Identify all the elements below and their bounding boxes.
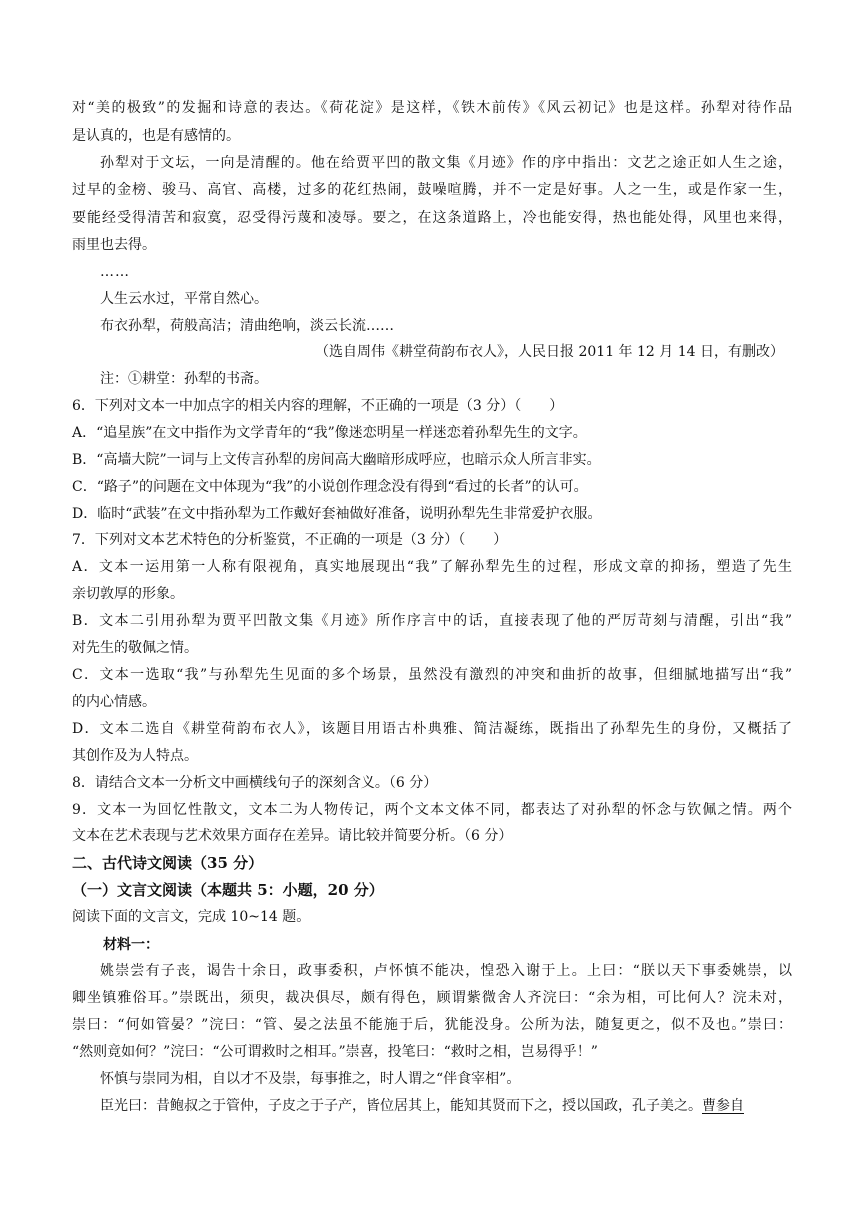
question-8: 8．请结合文本一分析文中画横线句子的深刻含义。（6 分）	[72, 775, 438, 791]
subsection-heading: （一）文言文阅读（本题共 5：小题，20 分）	[72, 881, 384, 899]
question-7: 7．下列对文本艺术特色的分析鉴赏，不正确的一项是（3 分）（ ）	[72, 532, 508, 548]
question-7-option-a: A．文本一运用第一人称有限视角，真实地展现出“我”了解孙犁先生的过程，形成文章的抑扬，塑造了先生	[72, 559, 792, 575]
classical-text-line: 怀慎与崇同为相，自以才不及崇，每事推之，时人谓之“伴食宰相”。	[100, 1071, 521, 1087]
question-6: 6．下列对文本一中加点字的相关内容的理解，不正确的一项是（3 分）（ ）	[72, 398, 564, 414]
text-line: 雨里也去得。	[72, 237, 156, 253]
underlined-sentence: 曹参自	[702, 1098, 744, 1114]
question-7-option-c: C．文本一选取“我”与孙犁先生见面的多个场景，虽然没有激烈的冲突和曲折的故事，但细腻地描写出“我”	[72, 667, 792, 683]
classical-text-line: 卿坐镇雅俗耳。”崇既出，须臾，裁决俱尽，颇有得色，顾谓紫微舍人齐浣曰：“余为相，可比何人？浣未对，	[72, 990, 792, 1006]
question-7-option-b-cont: 对先生的敬佩之情。	[72, 640, 198, 656]
question-6-option-a: A．“追星族”在文中指作为文学青年的“我”像迷恋明星一样迷恋着孙犁先生的文字。	[72, 425, 587, 441]
text-line: 孙犁对于文坛，一向是清醒的。他在给贾平凹的散文集《月迹》作的序中指出：文艺之途正如人生之途，	[100, 155, 792, 171]
question-7-option-a-cont: 亲切敦厚的形象。	[72, 586, 184, 602]
question-6-option-c: C．“路子”的问题在文中体现为“我”的小说创作理念没有得到“看过的长者”的认可。	[72, 479, 588, 495]
question-6-option-d: D．临时“武装”在文中指孙犁为工作戴好套袖做好准备，说明孙犁先生非常爱护衣服。	[72, 506, 602, 522]
commentary-text: 臣光曰：昔鲍叔之于管仲，子皮之于子产，皆位居其上，能知其贤而下之，授以国政，孔子美之。	[100, 1098, 702, 1114]
source-citation: （选自周伟《耕堂荷韵布衣人》，人民日报 2011 年 12 月 14 日，有删改）	[315, 344, 784, 360]
text-line: 人生云水过，平常自然心。	[100, 291, 268, 307]
classical-text-line: “然则竟如何？”浣曰：“公可谓救时之相耳。”崇喜，投笔曰：“救时之相，岂易得乎！”	[72, 1044, 598, 1060]
text-line: 过早的金榜、骏马、高官、高楼，过多的花红热闹，鼓噪喧腾，并不一定是好事。人之一生，或是作家一生，	[72, 182, 792, 198]
question-7-option-d-cont: 其创作及为人特点。	[72, 748, 198, 764]
question-9-cont: 文本在艺术表现与艺术效果方面存在差异。请比较并简要分析。（6 分）	[72, 828, 513, 844]
text-line: 布衣孙犁，荷般高洁；清曲绝响，淡云长流……	[100, 318, 394, 334]
question-7-option-d: D．文本二选自《耕堂荷韵布衣人》，该题目用语古朴典雅、简洁凝练，既指出了孙犁先生的身份，又概括了	[72, 721, 792, 737]
annotation-note: 注：①耕堂：孙犁的书斋。	[100, 371, 268, 387]
classical-text-line	[100, 1096, 800, 1116]
material-heading: 材料一：	[103, 937, 159, 953]
question-7-option-c-cont: 的内心情感。	[72, 694, 156, 710]
question-9: 9．文本一为回忆性散文，文本二为人物传记，两个文本文体不同，都表达了对孙犁的怀念与钦佩之情。两个	[72, 802, 792, 818]
question-7-option-b: B．文本二引用孙犁为贾平凹散文集《月迹》所作序言中的话，直接表现了他的严厉苛刻与清醒，引出“我”	[72, 613, 792, 629]
reading-instruction: 阅读下面的文言文，完成 10~14 题。	[72, 909, 311, 925]
section-heading: 二、古代诗文阅读（35 分）	[72, 854, 264, 872]
ellipsis-line: ……	[100, 264, 130, 280]
classical-text-line: 崇曰：“何如管晏？”浣曰：“管、晏之法虽不能施于后，犹能没身。公所为法，随复更之，似不及也。”崇曰：	[72, 1017, 792, 1033]
question-6-option-b: B．“高墙大院”一词与上文传言孙犁的房间高大幽暗形成呼应，也暗示众人所言非实。	[72, 452, 601, 468]
text-line: 要能经受得清苦和寂寞，忍受得污蔑和凌辱。要之，在这条道路上，冷也能安得，热也能处得，风里也来得，	[72, 210, 792, 226]
text-line: 是认真的，也是有感情的。	[72, 128, 240, 144]
classical-text-line: 姚崇尝有子丧，谒告十余日，政事委积，卢怀慎不能决，惶恐入谢于上。上曰：“朕以天下事委姚崇，以	[100, 963, 792, 979]
text-line: 对“美的极致”的发掘和诗意的表达。《荷花淀》是这样，《铁木前传》《风云初记》也是这样。孙犁对待作品	[72, 100, 792, 116]
